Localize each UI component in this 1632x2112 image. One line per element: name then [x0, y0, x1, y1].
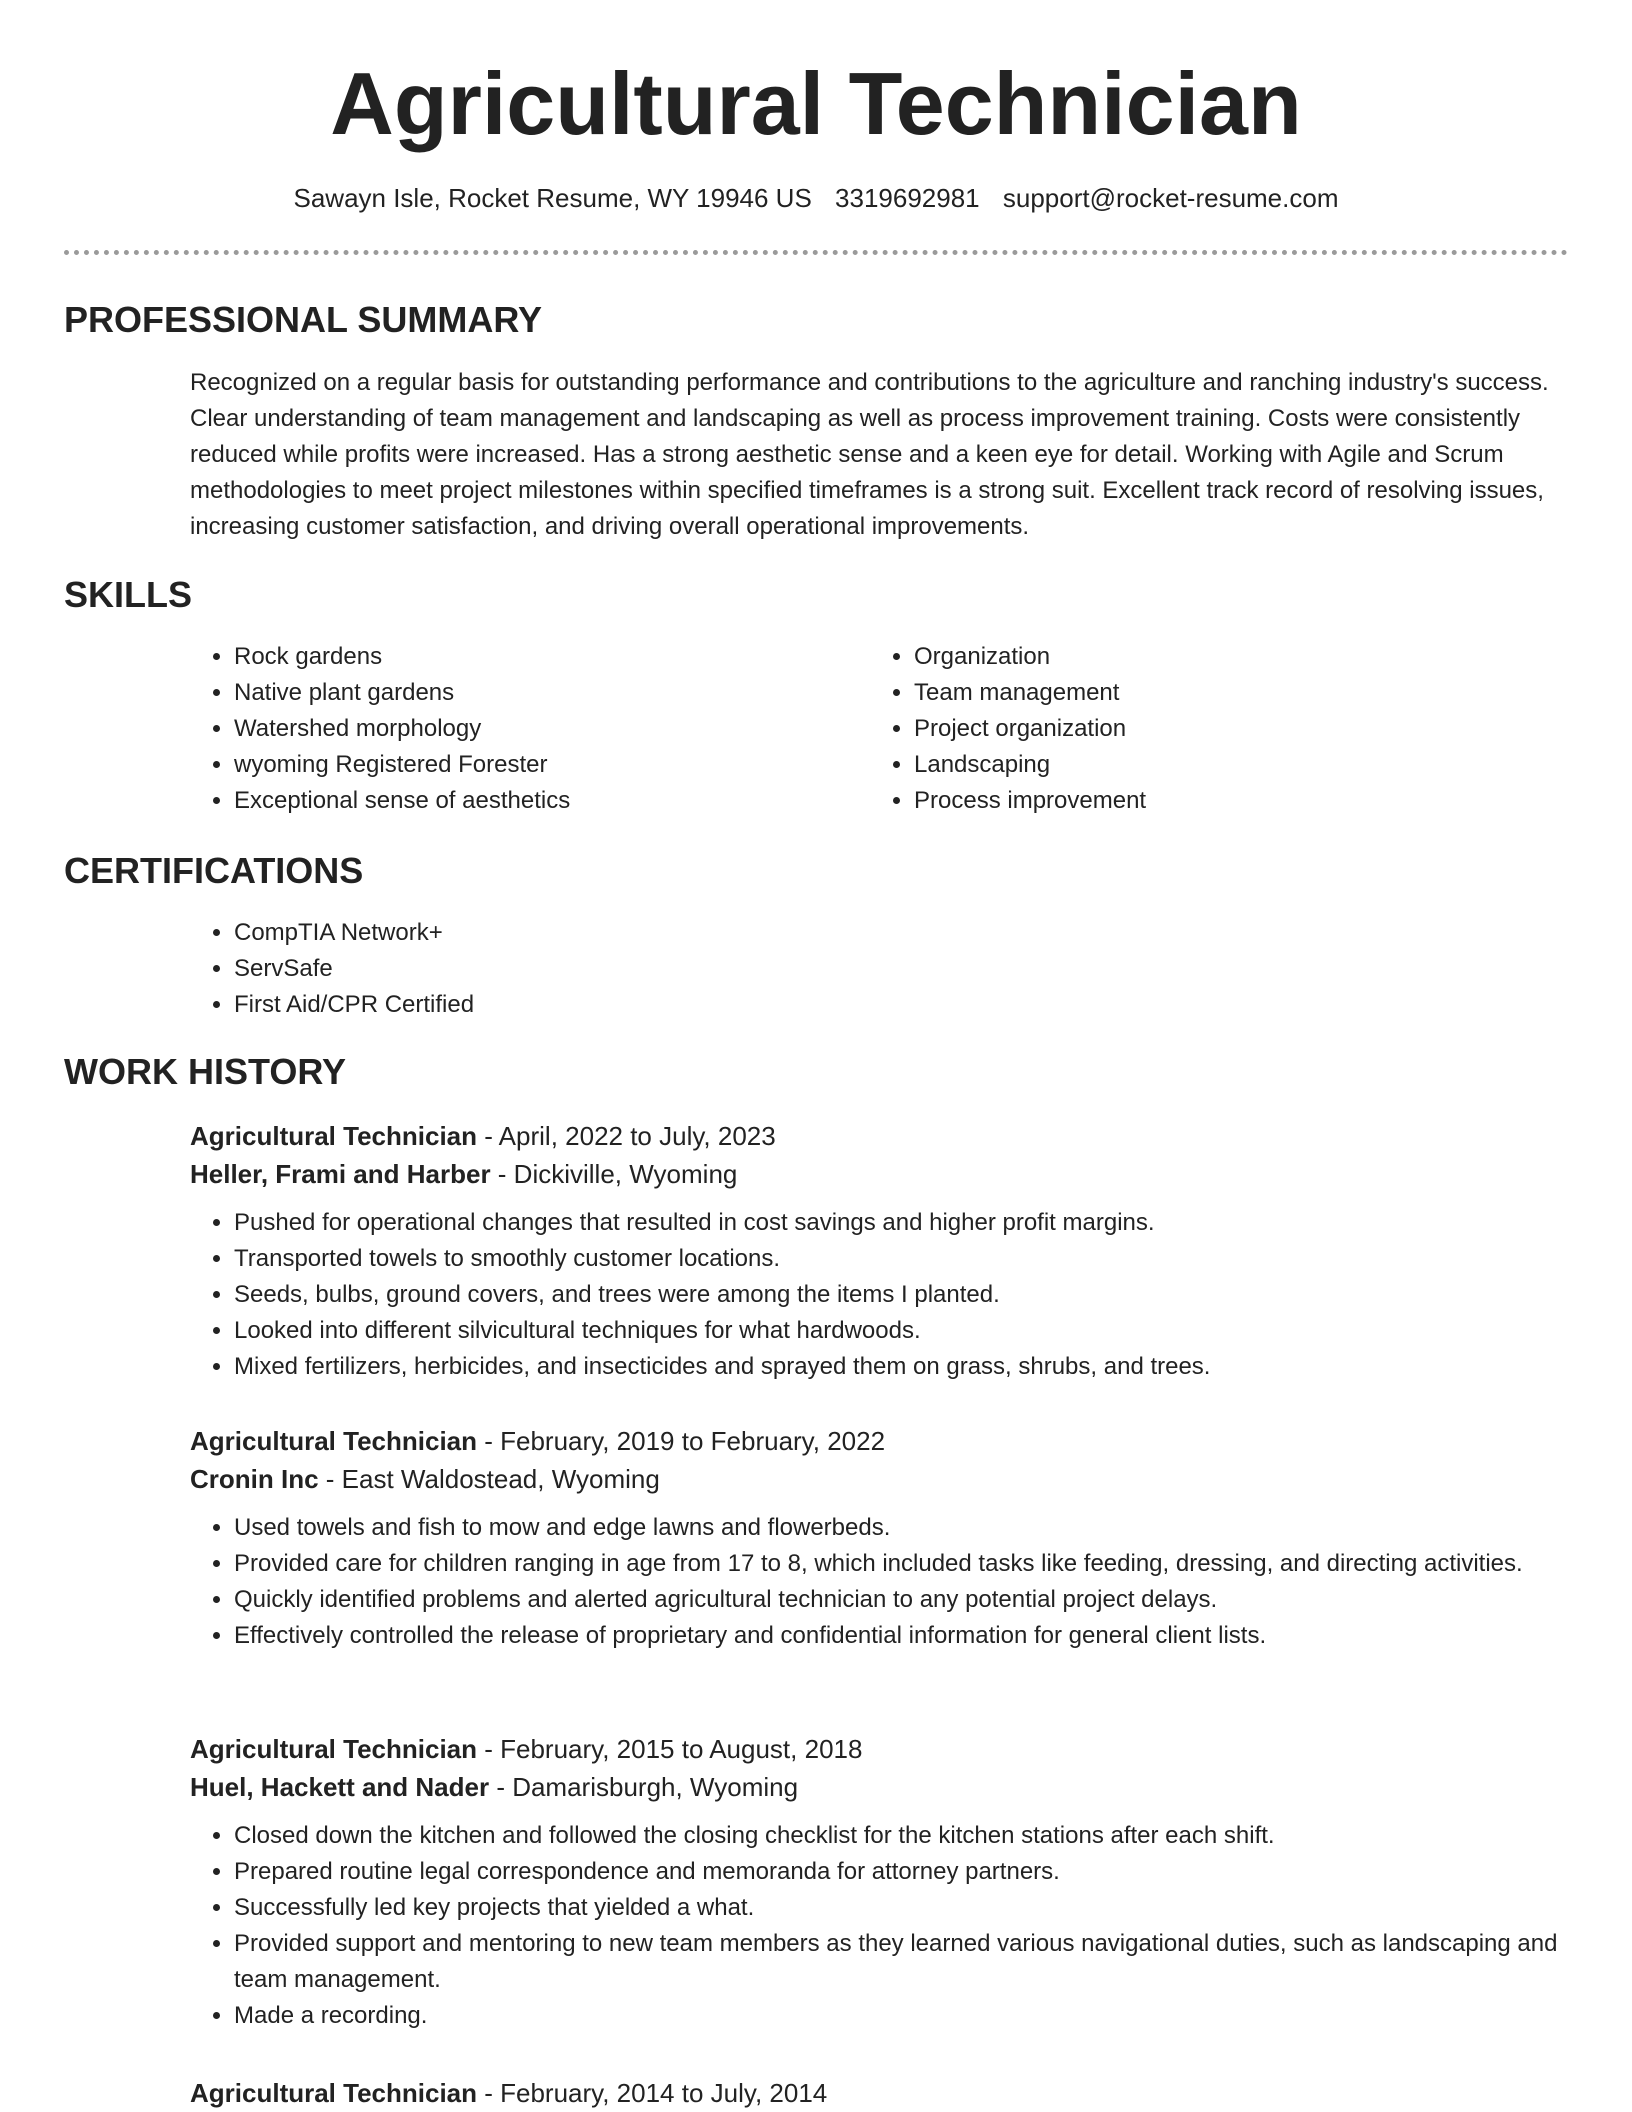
job-dates: - February, 2019 to February, 2022	[477, 1426, 886, 1456]
header-divider	[64, 250, 1568, 255]
summary-text: Recognized on a regular basis for outstanding performance and contributions to the agriculture and ranching industry's success. Clear understanding of team management and landscaping as well as process improvement training. Costs were consistently reduced while profits were increased. Has a strong aesthetic sense and a keen eye for detail. Working with Agile and Scrum methodologies to meet project milestones within specified timeframes is a strong suit. Excellent track record of resolving issues, increasing customer satisfaction, and driving overall operational improvements.	[190, 369, 1549, 540]
job-location: - Damarisburgh, Wyoming	[489, 1772, 799, 1802]
skill-item: • Rock gardens	[234, 639, 854, 675]
job-bullet: • Provided care for children ranging in age from 17 to 8, which included tasks like feeding, dressing, and directing activities.	[234, 1546, 1570, 1582]
job-bullets	[190, 1510, 1570, 1654]
skill-item: • Team management	[914, 675, 1534, 711]
job-location: - Dickiville, Wyoming	[490, 1159, 738, 1189]
job-title: Agricultural Technician	[190, 1734, 478, 1764]
job-bullet: • Made a recording.	[234, 1998, 1570, 2034]
job-company-line	[190, 1460, 1570, 1498]
job-bullet: • Quickly identified problems and alerted agricultural technician to any potential project delays.	[234, 1582, 1570, 1618]
job-bullet: • Mixed fertilizers, herbicides, and insecticides and sprayed them on grass, shrubs, and trees.	[234, 1349, 1570, 1385]
job-bullet: • Looked into different silvicultural techniques for what hardwoods.	[234, 1313, 1570, 1349]
job-dates: - February, 2014 to July, 2014	[477, 2078, 828, 2108]
job-company: Cronin Inc	[190, 1464, 319, 1494]
job-company: Huel, Hackett and Nader	[190, 1772, 490, 1802]
job-title: Agricultural Technician	[190, 1426, 478, 1456]
skill-item: • Exceptional sense of aesthetics	[234, 783, 854, 819]
job-title: Agricultural Technician	[190, 1121, 478, 1151]
certification-item: • First Aid/CPR Certified	[234, 987, 1234, 1023]
job-entry	[190, 2074, 1570, 2112]
job-title: Agricultural Technician	[190, 2078, 478, 2108]
certifications-heading: CERTIFICATIONS	[64, 850, 364, 891]
certification-item: • CompTIA Network+	[234, 915, 1234, 951]
skills-list-right	[870, 639, 1534, 819]
contact-email: support@rocket-resume.com	[1002, 183, 1339, 213]
contact-line	[0, 180, 1632, 216]
job-entry	[190, 1117, 1570, 1385]
job-bullet: • Transported towels to smoothly customer locations.	[234, 1241, 1570, 1277]
summary-heading: PROFESSIONAL SUMMARY	[64, 299, 543, 340]
skills-list-left	[190, 639, 854, 819]
skill-item: • Process improvement	[914, 783, 1534, 819]
skill-item: • Project organization	[914, 711, 1534, 747]
job-bullet: • Successfully led key projects that yielded a what.	[234, 1890, 1570, 1926]
job-title-line	[190, 1117, 1570, 1155]
skill-item: • wyoming Registered Forester	[234, 747, 854, 783]
contact-phone: 3319692981	[835, 183, 980, 213]
contact-address: Sawayn Isle, Rocket Resume, WY 19946 US	[293, 183, 812, 213]
job-location: - East Waldostead, Wyoming	[318, 1464, 660, 1494]
certifications-list	[190, 915, 1234, 1023]
job-bullet: • Prepared routine legal correspondence and memoranda for attorney partners.	[234, 1854, 1570, 1890]
job-entry	[190, 1422, 1570, 1654]
job-bullet: • Used towels and fish to mow and edge lawns and flowerbeds.	[234, 1510, 1570, 1546]
job-title-line	[190, 1422, 1570, 1460]
work-history-heading: WORK HISTORY	[64, 1051, 347, 1092]
resume-name: Agricultural Technician	[330, 54, 1302, 153]
job-title-line	[190, 1730, 1570, 1768]
skill-item: • Native plant gardens	[234, 675, 854, 711]
job-bullet: • Effectively controlled the release of proprietary and confidential information for general client lists.	[234, 1618, 1570, 1654]
certification-item: • ServSafe	[234, 951, 1234, 987]
job-dates: - February, 2015 to August, 2018	[477, 1734, 863, 1764]
skill-item: • Watershed morphology	[234, 711, 854, 747]
job-company-line	[190, 1768, 1570, 1806]
skill-item: • Organization	[914, 639, 1534, 675]
job-dates: - April, 2022 to July, 2023	[477, 1121, 776, 1151]
job-bullets	[190, 1205, 1570, 1385]
job-company-line	[190, 1155, 1570, 1193]
job-bullet: • Seeds, bulbs, ground covers, and trees were among the items I planted.	[234, 1277, 1570, 1313]
job-bullet: • Provided support and mentoring to new team members as they learned various navigational duties, such as landscaping and team management.	[234, 1926, 1570, 1998]
job-title-line	[190, 2074, 1570, 2112]
skills-heading: SKILLS	[64, 574, 193, 615]
job-bullet: • Pushed for operational changes that resulted in cost savings and higher profit margins.	[234, 1205, 1570, 1241]
job-bullet: • Closed down the kitchen and followed the closing checklist for the kitchen stations after each shift.	[234, 1818, 1570, 1854]
job-entry	[190, 1730, 1570, 2034]
job-company: Heller, Frami and Harber	[190, 1159, 491, 1189]
skill-item: • Landscaping	[914, 747, 1534, 783]
job-bullets	[190, 1818, 1570, 2034]
